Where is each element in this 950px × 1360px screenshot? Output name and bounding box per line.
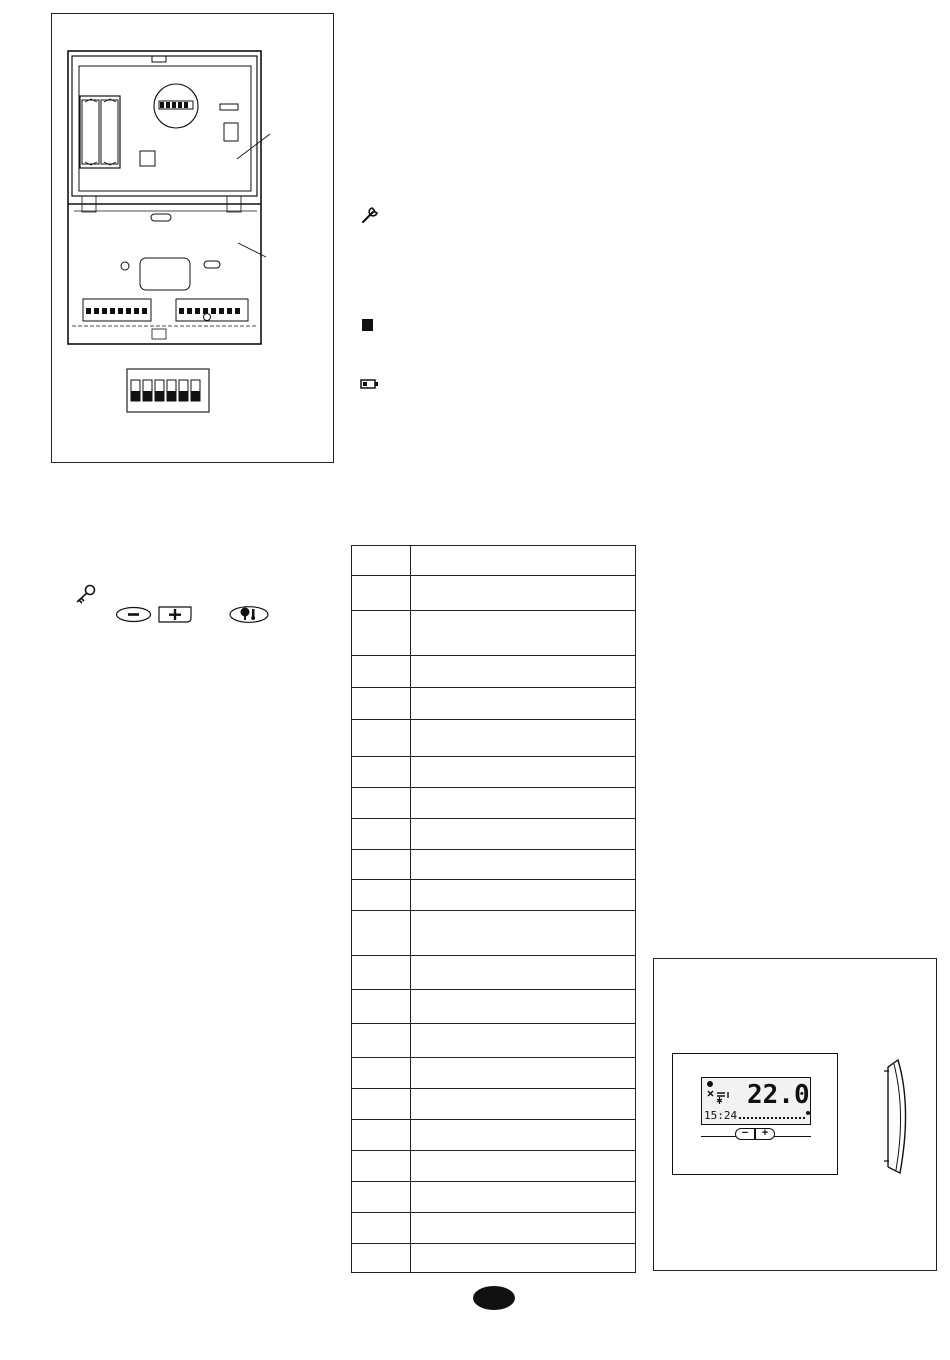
table-cell xyxy=(352,688,411,720)
table-cell xyxy=(411,656,636,688)
table-cell xyxy=(411,990,636,1024)
mode-icons xyxy=(705,1080,739,1106)
key-icon xyxy=(74,584,98,604)
battery-low-icon xyxy=(360,378,380,390)
table-cell xyxy=(352,956,411,990)
table-row xyxy=(352,788,636,819)
table-row xyxy=(352,1244,636,1273)
time-readout: 15:24 xyxy=(704,1109,738,1122)
table-cell xyxy=(411,850,636,880)
table-row xyxy=(352,1213,636,1244)
minus-button-icon xyxy=(116,607,151,622)
tree-thermometer-icon xyxy=(229,606,269,623)
table-cell xyxy=(352,880,411,911)
table-cell xyxy=(411,1244,636,1273)
table-row xyxy=(352,1151,636,1182)
table-cell xyxy=(352,656,411,688)
table-row xyxy=(352,688,636,720)
table-cell xyxy=(352,1024,411,1058)
table-cell xyxy=(411,1182,636,1213)
minus-label: − xyxy=(741,1127,749,1139)
housing-diagram xyxy=(52,14,335,464)
thermostat-front xyxy=(672,1053,838,1175)
table-cell xyxy=(352,1244,411,1273)
table-cell xyxy=(352,720,411,757)
program-bar xyxy=(739,1117,805,1119)
table-row xyxy=(352,546,636,576)
table-cell xyxy=(352,611,411,656)
table-cell xyxy=(411,788,636,819)
table-cell xyxy=(411,911,636,956)
table-cell xyxy=(352,850,411,880)
table-cell xyxy=(411,576,636,611)
table-cell xyxy=(411,688,636,720)
table-cell xyxy=(352,788,411,819)
table-cell xyxy=(411,1151,636,1182)
table-row xyxy=(352,1089,636,1120)
thermostat-side-profile xyxy=(882,1057,914,1177)
table-cell xyxy=(352,1151,411,1182)
parameter-table xyxy=(351,545,636,1273)
table-cell xyxy=(352,1058,411,1089)
battery-full-icon xyxy=(361,318,375,332)
plus-label: + xyxy=(761,1127,769,1139)
table-row xyxy=(352,1024,636,1058)
table-cell xyxy=(411,880,636,911)
table-cell xyxy=(352,1120,411,1151)
page-number-badge xyxy=(473,1286,515,1310)
table-row xyxy=(352,1182,636,1213)
table-cell xyxy=(411,720,636,757)
program-bar-end xyxy=(806,1111,810,1115)
table-row xyxy=(352,757,636,788)
table-cell xyxy=(352,576,411,611)
table-row xyxy=(352,576,636,611)
table-cell xyxy=(352,819,411,850)
table-cell xyxy=(352,546,411,576)
plus-button[interactable] xyxy=(755,1128,775,1140)
table-cell xyxy=(411,819,636,850)
table-cell xyxy=(411,1120,636,1151)
table-cell xyxy=(411,1024,636,1058)
device-figure-frame xyxy=(653,958,937,1271)
table-row xyxy=(352,956,636,990)
table-row xyxy=(352,720,636,757)
table-cell xyxy=(411,1089,636,1120)
table-row xyxy=(352,850,636,880)
table-cell xyxy=(411,611,636,656)
lcd-display xyxy=(701,1077,811,1125)
table-row xyxy=(352,911,636,956)
plus-button-icon xyxy=(158,606,192,623)
table-cell xyxy=(411,1213,636,1244)
table-cell xyxy=(352,911,411,956)
table-row xyxy=(352,880,636,911)
table-cell xyxy=(352,757,411,788)
table-cell xyxy=(411,546,636,576)
wrench-icon xyxy=(360,205,382,225)
table-cell xyxy=(411,956,636,990)
table-row xyxy=(352,990,636,1024)
table-row xyxy=(352,819,636,850)
table-row xyxy=(352,611,636,656)
table-cell xyxy=(352,1182,411,1213)
table-cell xyxy=(352,1213,411,1244)
housing-figure-frame xyxy=(51,13,334,463)
table-cell xyxy=(352,1089,411,1120)
table-row xyxy=(352,1058,636,1089)
table-cell xyxy=(411,757,636,788)
table-row xyxy=(352,656,636,688)
minus-button[interactable] xyxy=(735,1128,755,1140)
table-cell xyxy=(411,1058,636,1089)
table-cell xyxy=(352,990,411,1024)
table-row xyxy=(352,1120,636,1151)
temperature-readout: 22.0 xyxy=(747,1080,810,1110)
